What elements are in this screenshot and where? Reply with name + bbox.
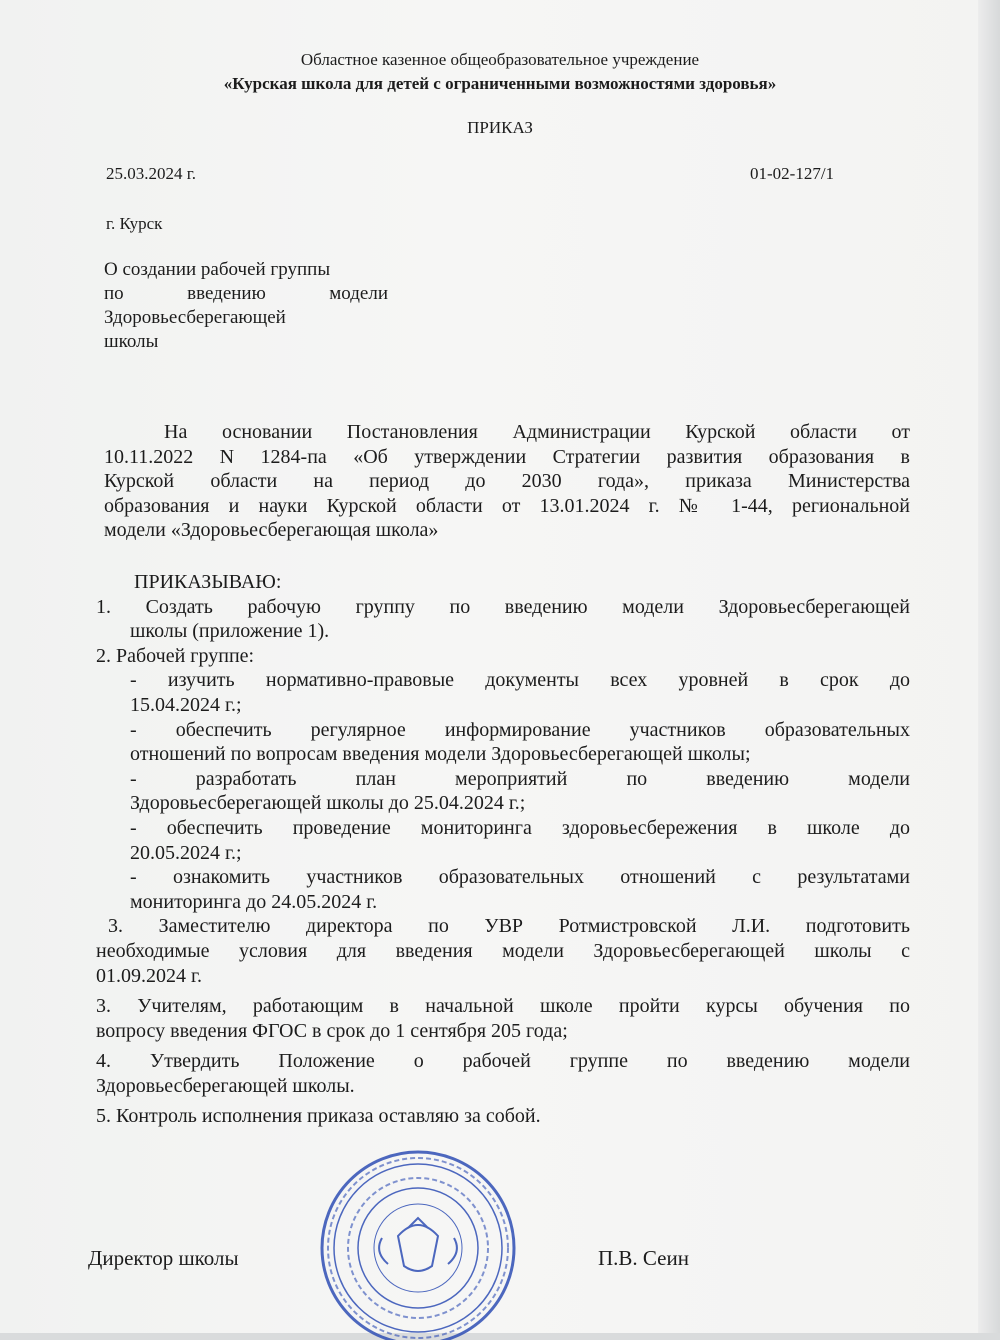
order-line: 01.09.2024 г. [96, 964, 202, 987]
order-line: 5. Контроль исполнения приказа оставляю за собой. [96, 1105, 541, 1128]
preamble-line: Курской области на период до 2030 года», приказа Министерства [104, 470, 910, 493]
preamble-line: образования и науки Курской области от 13.01.2024 г. № 1-44, региональной [104, 494, 910, 517]
official-seal-icon [312, 1140, 524, 1340]
subject-line: О создании рабочей группы [104, 259, 331, 280]
order-line: необходимые условия для введения модели Здоровьесберегающей школы с [96, 939, 910, 962]
subject-line: Здоровьесберегающей [104, 307, 286, 328]
signature-position: Директор школы [88, 1246, 239, 1270]
order-line: Здоровьесберегающей школы до 25.04.2024 г.; [130, 792, 526, 815]
order-line: 3. Учителям, работающим в начальной школе пройти курсы обучения по [96, 995, 910, 1018]
preamble-line: модели «Здоровьесберегающая школа» [104, 519, 439, 542]
seal-strokes [322, 1152, 514, 1340]
order-title: ПРИКАЗ [467, 118, 533, 137]
order-line: Здоровьесберегающей школы. [96, 1074, 355, 1097]
order-line: - ознакомить участников образовательных отношений с результатами [130, 866, 910, 889]
order-line: вопросу введения ФГОС в срок до 1 сентября 205 года; [96, 1019, 568, 1042]
org-name-line-1: Областное казенное общеобразовательное учреждение [300, 50, 700, 69]
order-line: 4. Утвердить Положение о рабочей группе по введению модели [96, 1050, 910, 1073]
order-line: школы (приложение 1). [130, 620, 330, 643]
preamble-line: 10.11.2022 N 1284-па «Об утверждении Стратегии развития образования в [104, 445, 910, 468]
subject-line: по введению модели [104, 283, 388, 304]
orders-list [96, 570, 910, 1129]
order-line: - разработать план мероприятий по введению модели [130, 767, 910, 790]
order-city: г. Курск [106, 214, 163, 233]
signature-name: П.В. Сеин [598, 1246, 689, 1270]
org-name-line-2: «Курская школа для детей с ограниченными возможностями здоровья» [223, 74, 777, 93]
order-line: - изучить нормативно-правовые документы всех уровней в срок до [130, 669, 910, 692]
order-line: 2. Рабочей группе: [96, 644, 255, 667]
page-edge-shadow [978, 0, 1000, 1333]
preamble-line: На основании Постановления Администрации Курской области от [164, 421, 910, 443]
order-line: отношений по вопросам введения модели Здоровьесберегающей школы; [130, 743, 751, 766]
order-line: - обеспечить регулярное информирование участников образовательных [130, 718, 910, 741]
orders-heading: ПРИКАЗЫВАЮ: [134, 571, 282, 593]
order-subject [104, 258, 388, 354]
order-line: 3. Заместителю директора по УВР Ротмистровской Л.И. подготовить [108, 915, 910, 938]
order-line: мониторинга до 24.05.2024 г. [130, 890, 378, 913]
seal-text-marks [328, 1158, 508, 1338]
order-line: - обеспечить проведение мониторинга здоровьесбережения в школе до [130, 816, 910, 839]
subject-line: школы [104, 331, 159, 352]
order-line: 15.04.2024 г.; [130, 693, 242, 716]
order-line: 20.05.2024 г.; [130, 841, 242, 864]
order-date: 25.03.2024 г. [106, 164, 197, 183]
order-number: 01-02-127/1 [750, 164, 835, 183]
preamble [104, 420, 910, 543]
order-line: 1. Создать рабочую группу по введению модели Здоровьесберегающей [96, 595, 910, 618]
